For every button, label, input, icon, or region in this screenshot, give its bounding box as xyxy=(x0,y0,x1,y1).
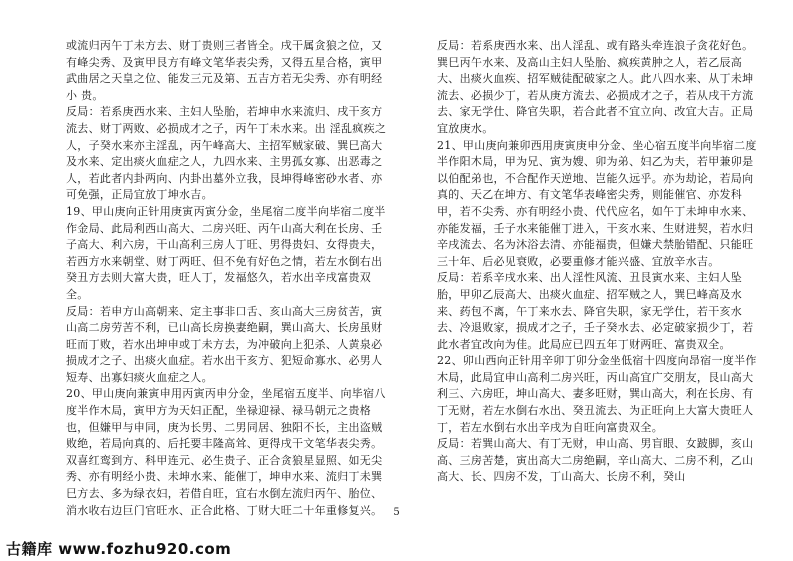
paragraph: 反局：若申方山高朝来、定主事非口舌、亥山高大三房贫苦，寅山高二房劳苦不利，已山高长房换妻绝嗣，巽山高大、长房虽财旺而丁败，若水出坤申或丁未方去，为冲破向上犯杀、人黄泉必损成才之子、出痰火血症。若水出干亥方、犯短命寡水、必男人短寿、出寡妇痰火血症之人。 xyxy=(66,304,383,384)
paragraph: 22、卯山西向正针用辛卯丁卯分金坐低宿十四度向昂宿一度半作木局，此局宜申山高利二房兴旺，丙山高宜广交朋友，艮山高大利三、六房旺，坤山高大、妻多旺财，巽山高大，利在长房、有丁无财，若左水倒右水出、癸丑流去、为正旺向上大富大贵旺人丁，若左水倒右水出辛戌为自旺向富贵双全。 xyxy=(437,354,757,434)
paragraph: 20、甲山庚向兼寅申用丙寅丙申分金，坐尾宿五度半、向毕宿八度半作木局，寅甲方为天妇正配，坐禄迎禄、禄马朝元之贵格也，但嫌甲与申同，庚为长男、二男同居、独阳不长，主出盗贼败绝，若局向真的、后托要丰隆高耸、更得戌干文笔华表尖秀。双喜红鸾到方、科甲连元、必生贵子、正合贪狼星显照、如无尖秀、亦有明经小贵、未坤水来、能催丁，坤申水来、流归丁未巽巳方去、多为绿衣妇，若借自旺，宜右水倒左流归丙午、胎位、消水收右边巨门官旺水、正合此格、丁财大旺二十年重修复兴。 xyxy=(66,387,386,517)
paragraph: 19、甲山庚向正针用庚寅丙寅分金，坐尾宿二度半向毕宿二度半作金局、此局利西山高大、二房兴旺、丙午山高大利在长房、壬子高大、利六房，干山高利三房人丁旺、男得贵妇、女得贵夫，若西方水来朝堂、财丁两旺、但不免有好色之情，若左水倒右出癸丑方去则大富大贵，旺人丁，发福悠久，若水出辛戌富贵双全。 xyxy=(66,204,386,301)
right-text-column xyxy=(437,38,760,486)
paragraph: 反局：若系辛戌水来、出人淫性风流、丑艮寅水来、主妇人坠胎，甲卯乙辰高大、出痰火血症、招军贼之人，巽巳峰高及水来、药包不离，午丁来水去、降官失职，家无学仕，若干亥水去、冷退败家，损成才之子，壬子癸水去、必定破家损少丁，若此水者宜改向为佳。此局应已四五年丁财两旺、富贵双全。 xyxy=(437,271,754,351)
paragraph: 反局：若系庚西水来、出人淫乱、或有路头牵连浪子贪花好色。巽巳丙午水来、及高山主妇人坠胎、疯疾黄肿之人，若乙辰高大、出痰火血疾、招军贼徒配破家之人。此八四水来、从丁未坤流去、必损少丁，若从庚方流去、必损成才之子，若从戌干方流去、家无学仕、降官失职，若合此者不宜立向、改宜大吉。正局宜放庚水。 xyxy=(437,39,754,135)
paragraph: 21、甲山庚向兼卯西用庚寅庚申分金、坐心宿五度半向毕宿二度半作阳木局，甲为兄、寅为嫂、卯为弟、妇乙为夫，若甲兼卯是以伯配弟也，不合配作天逆地、岂能久远乎。亦为劫论，若局向真的、天乙在坤方、有文笔华表峰密尖秀，则能催官、亦发科甲，若不尖秀、亦有明经小贵、代代应名，如午丁未坤申水来、亦能发福，壬子水来能催丁进入，干亥水来、生财进契，若水归辛戌流去、名为沐浴去清、亦能福贵，但嫌犬禁胎错配、只能旺三十年、后必见衰败，必要重修才能兴盛、宜放辛水吉。 xyxy=(437,138,757,268)
paragraph: 反局：若巽山高大、有丁无财，申山高、男盲眼、女跛脚，亥山高、三房苦楚，寅出高大二房绝嗣，辛山高大、二房不利，乙山高大、长、四房不发，丁山高大、长房不利，癸山 xyxy=(437,437,754,484)
site-watermark: 古籍库 www.fozhu920.com xyxy=(6,540,232,558)
paragraph: 或流归丙午丁未方去、财丁贵则三者皆全。戌干属贪狼之位，又有峰尖秀、及寅甲艮方有峰文笔华表尖秀，又得五星合格，寅甲武曲居之天皇之位、能发三元及第、五吉方若无尖秀、亦有明经小 贵。 xyxy=(66,39,383,102)
page-number: 5 xyxy=(393,507,400,518)
left-text-column xyxy=(66,38,389,519)
paragraph: 反局：若系庚西水来、主妇人坠胎，若坤申水来流归、戌干亥方流去、财丁两败、必损成才之子，丙午丁未水来。出 淫乱疯疾之人，子癸水来亦主淫乱，丙午峰高大、主招军贼家破、巽巳高大及水来、定出痰火血症之人，九四水来、主男孤女寡、出恶毒之人，若此者内卦两向、内卦出墓外立我，艮坤得峰密砂水者、亦可免强，正局宜放丁坤水吉。 xyxy=(66,105,387,202)
